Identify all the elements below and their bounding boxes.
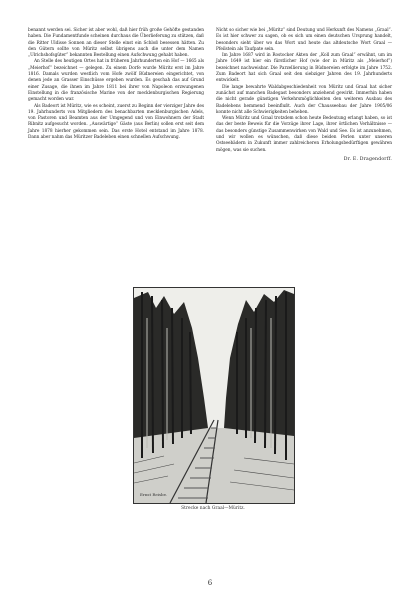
paragraph: Die lange bewahrte Waldabgeschiedenheit von Müritz und Graal hat sicher zunächst auf manchen Badegast besonders anziehend gewirkt. Immerhin haben die nicht gerade günstigen Verkehrsmöglichkeiten den weiteren Ausbau des Badelebens hemmend beeinflußt. Auch der Chausseebau der Jahre 1905/06 konnte nicht alle Schwierigkeiten beheben.: [216, 84, 392, 115]
paragraph: Als Badeort ist Müritz, wie es scheint, zuerst zu Beginn der vierziger Jahre des 19. Jahrhunderts von Mitgliedern des benachbarten mecklenburgischen Adels, von Pastoren und Beamten aus der Umgegend und von Einwohnern der Stadt Ribnitz aufgesucht worden. „Auswärtige“ Gäste (aus Berlin) sollen erst seit dem Jahre 1878 hierher gekommen sein. Das erste Hotel entstand im Jahre 1878. Dann aber nahm das Müritzer Badeleben einen schnellen Aufschwung.: [28, 103, 204, 141]
right-text-column: [216, 28, 392, 163]
page-number: 6: [207, 579, 213, 587]
figure-caption: Strecke nach Graal—Müritz.: [181, 506, 245, 511]
forest-railway-drawing: [134, 288, 294, 503]
paragraph: An Stelle des heutigen Ortes hat in früheren Jahrhunderten ein Hof — 1665 als „Meierhof“ bezeichnet — gelegen. Zu einem Dorfe wurde Müritz erst im Jahre 1816. Damals wurden westlich vom Hofe zwölf Büdnereien eingerichtet, von denen jede an Grasser Einschüsse ergeben wurden. Es geschah das auf Grund einer Zusage, die ihnen im Jahre 1811 bei ihrer von Napoleon erzwungenen Einstellung in die französische Marine von der mecklenburgischen Regierung gemacht worden war.: [28, 59, 204, 103]
forest-railway-illustration: [133, 287, 295, 504]
author-signature: Dr. E. Dragendorff.: [343, 156, 392, 162]
paragraph: Wenn Müritz und Graal trotzdem schon heute Bedeutung erlangt haben, so ist das der beste Beweis für die Vorzüge ihrer Lage, ihrer örtlichen Verhältnisse — das besonders günstige Zusammenwirken von Wald und See. Es ist anzunehmen, und wir wollen es wünschen, daß diese beiden Perlen unter unseren Ostseebädern in Zukunft immer zahlreicheren Erholungsbedürftigen gewähren mögen, was sie suchen.: [216, 116, 392, 153]
paragraph: benannt werden sei. Sicher ist aber wohl, daß hier früh große Gehöfte gestanden haben. Die Fundamentfunde scheinen durchaus die Überlieferung zu stützen, daß die Ritter Uldisse Sonnen an dieser Stelle einst ein Schloß besessen hätten. Zu den Gütern sollte von Müritz selbst übrigens auch die unter dem Namen „Ulrichshofsgüter“ bekannten Bestellung einen Aufschwung gehabt haben.: [28, 28, 204, 59]
artist-mark: Ernst Reisbe.: [140, 492, 168, 497]
paragraph: Nicht so sicher wie bei „Müritz“ sind Deutung und Herkunft des Namens „Graal“. Es ist hier schwer zu sagen, ob es sich um einen deutschen Ursprung handelt, besonders sieht über wo das Wort und heute das altdeutsche Wort Graal — Pfeilstein als Taufpate sein.: [216, 28, 392, 52]
paragraph: Im Jahre 1687 wird in Rostocker Akten der „Koll zum Graal“ erwähnt, um im Jahre 1649 ist hier ein fürstlicher Hof (wie der in Müritz als „Meierhof“) bezeichnet nachweisbar. Die Parzellierung in Büdnereien erfolgte im Jahre 1752. Zum Badeort hat sich Graal seit den siebziger Jahren des 19. Jahrhunderts entwickelt.: [216, 53, 392, 84]
left-text-column: [28, 28, 204, 141]
